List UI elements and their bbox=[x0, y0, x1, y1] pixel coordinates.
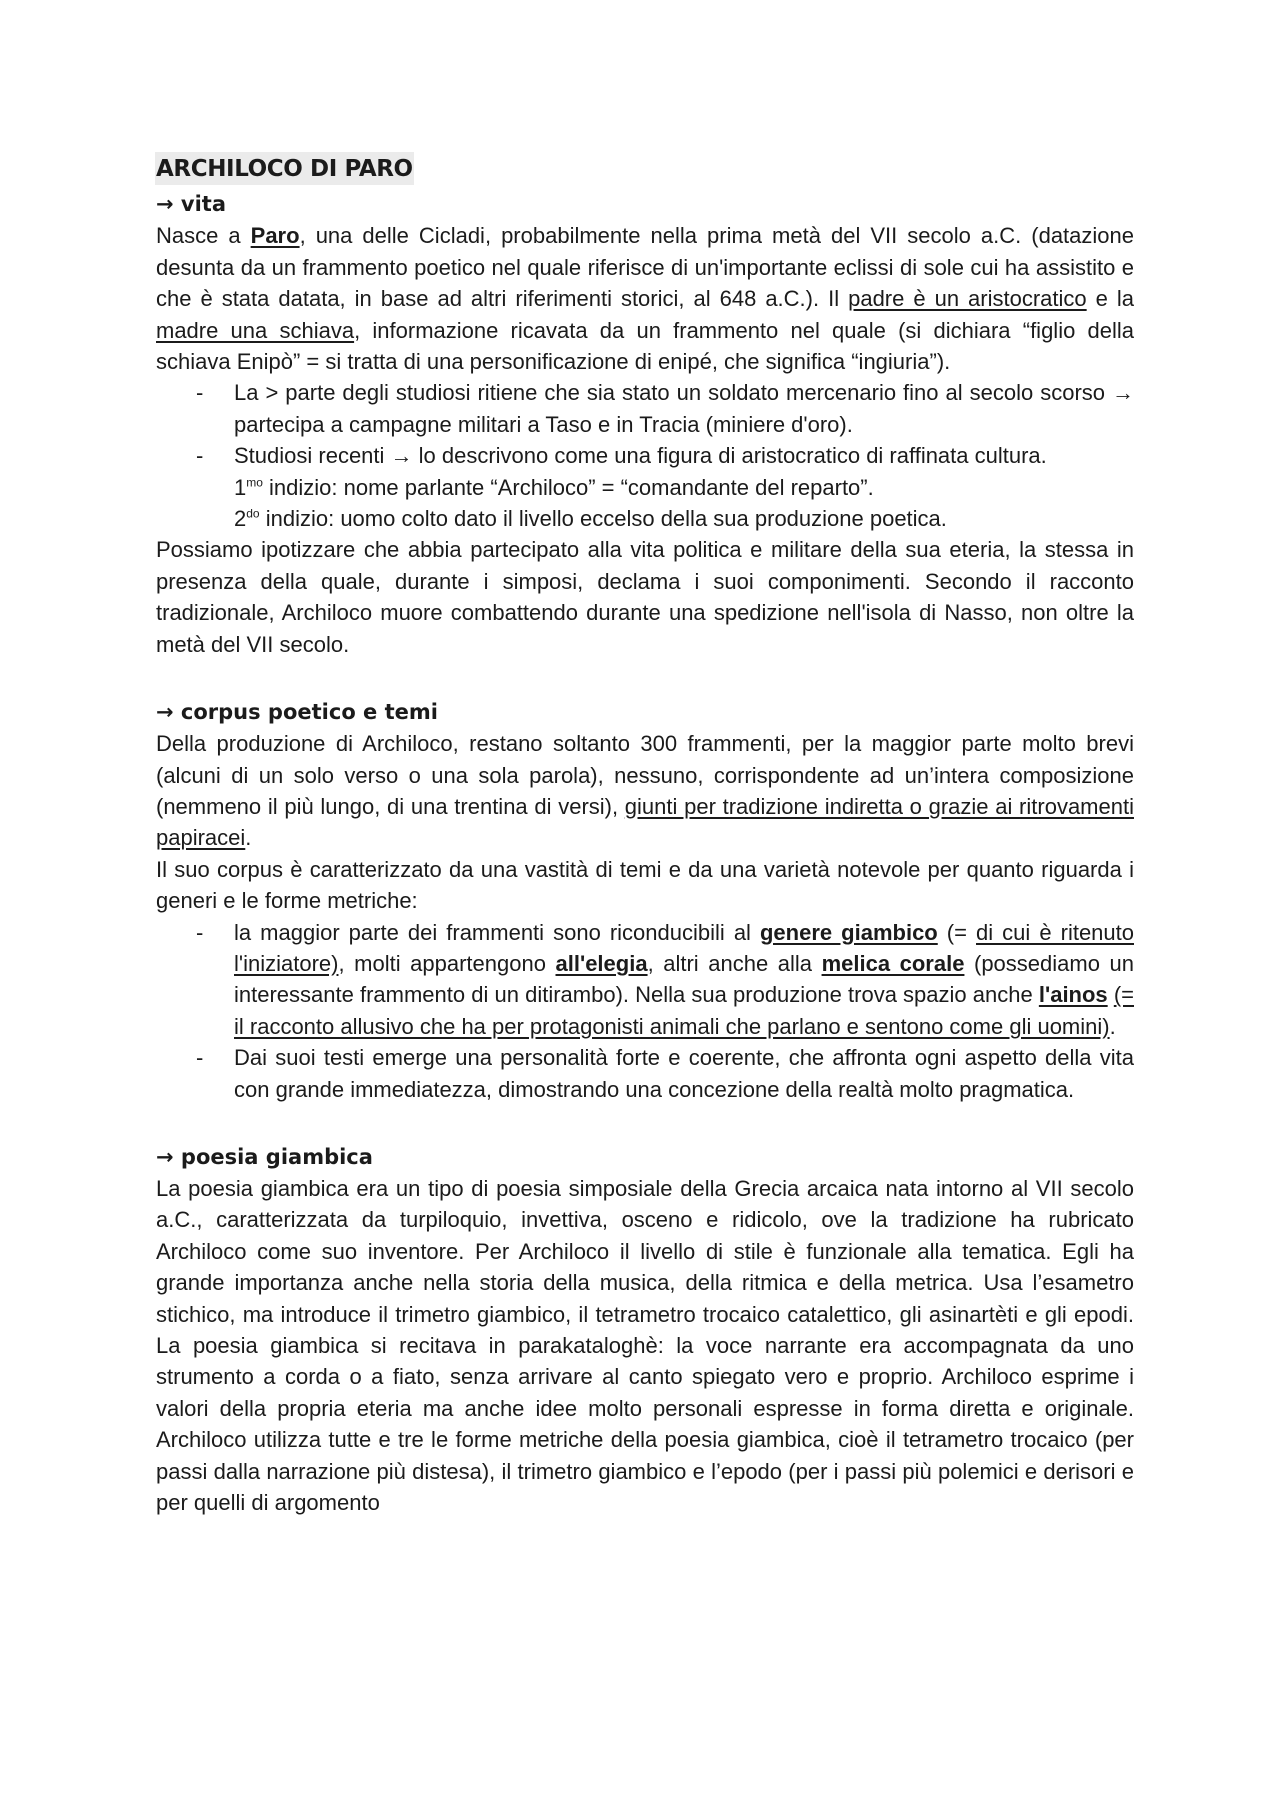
text-run: , una delle Cicladi, probabilmente nella prima metà del VII secolo a.C. (datazione desunta da un frammento poetico nel quale riferisce di un'importante eclissi di sole cui ha assistito e che è stata datata, in base ad altri riferimenti storici, al 648 a.C.). Il bbox=[156, 223, 1134, 312]
text-run: (possediamo un interessante frammento di un ditirambo). Nella sua produzione trova spazio anche bbox=[234, 950, 1134, 1008]
text-run: la maggior parte dei frammenti sono riconducibili al bbox=[234, 919, 760, 945]
section-heading-corpus: → corpus poetico e temi bbox=[156, 700, 438, 725]
clue-number: 2 bbox=[234, 506, 247, 532]
text-run: , altri anche alla bbox=[647, 950, 822, 976]
keyword-ainos: l'ainos bbox=[1038, 982, 1108, 1008]
section-heading-vita: → vita bbox=[156, 192, 227, 217]
text-run: , molti appartengono bbox=[338, 950, 556, 976]
list-item: - Dai suoi testi emerge una personalità forte e coerente, che affronta ogni aspetto della vita con grande immediatezza, dimostrando una concezione della realtà molto pragmatica. bbox=[156, 1042, 1134, 1105]
paragraph-vita-intro bbox=[156, 220, 1134, 377]
paragraph-giambica: La poesia giambica era un tipo di poesia simposiale della Grecia arcaica nata intorno al VII secolo a.C., caratterizzata da turpiloquio, invettiva, osceno e ridicolo, ove la tradizione ha rubricato Archiloco come suo inventore. Per Archiloco il livello di stile è funzionale alla tematica. Egli ha grande importanza anche nella storia della musica, della ritmica e della metrica. Usa l’esametro stichico, ma introduce il trimetro giambico, il tetrametro trocaico catalettico, gli asinartèti e gli epodi. La poesia giambica si recitava in parakataloghè: la voce narrante era accompagnata da uno strumento a corda o a fiato, senza arrivare al canto spiegato vero e proprio. Archiloco esprime i valori della propria eteria ma anche idee molto personali espresse in forma diretta e originale. Archiloco utilizza tutte e tre le forme metriche della poesia giambica, cioè il tetrametro trocaico (per passi dalla narrazione più distesa), il trimetro giambico e l’epodo (per i passi più polemici e derisori e per quelli di argomento bbox=[156, 1175, 1134, 1516]
paragraph-corpus-temi: Il suo corpus è caratterizzato da una vastità di temi e da una varietà notevole per quanto riguarda i generi e le forme metriche: bbox=[156, 856, 1134, 914]
keyword-elegia: all'elegia bbox=[555, 950, 648, 976]
clue-text: indizio: nome parlante “Archiloco” = “comandante del reparto”. bbox=[262, 474, 874, 500]
text-run: (= bbox=[937, 919, 977, 945]
list-item: - Studiosi recenti → lo descrivono come una figura di aristocratico di raffinata cultura. bbox=[156, 440, 1134, 471]
list-item: - La > parte degli studiosi ritiene che sia stato un soldato mercenario fino al secolo scorso → partecipa a campagne militari a Taso e in Tracia (miniere d'oro). bbox=[156, 377, 1134, 440]
keyword-melica-corale: melica corale bbox=[821, 950, 965, 976]
corpus-list bbox=[156, 917, 1134, 1105]
text-run: . bbox=[1109, 1013, 1116, 1039]
underlined-tradizione: giunti per tradizione indiretta o grazie ai ritrovamenti papiracei bbox=[156, 793, 1134, 851]
underlined-padre: padre è un aristocratico bbox=[848, 286, 1087, 312]
underlined-ainos-definition: (= il racconto allusivo che ha per protagonisti animali che parlano e sentono come gli uomini) bbox=[234, 982, 1134, 1039]
document-title: ARCHILOCO DI PARO bbox=[155, 152, 414, 185]
text-run: , informazione ricavata da un frammento nel quale (si dichiara “figlio della schiava Enipò” = si tratta di una personificazione di enipé, che significa “ingiuria”). bbox=[156, 317, 1134, 375]
clue-text: indizio: uomo colto dato il livello eccelso della sua produzione poetica. bbox=[259, 506, 947, 532]
text-run: Nasce a bbox=[156, 223, 251, 249]
list-item bbox=[156, 917, 1134, 1043]
document-body bbox=[156, 152, 1134, 1518]
clue-line-1 bbox=[156, 472, 1134, 503]
clue-ordinal: mo bbox=[246, 475, 263, 490]
keyword-genere-giambico: genere giambico bbox=[759, 919, 938, 945]
text-run: . bbox=[245, 825, 252, 851]
text-run: Della produzione di Archiloco, restano soltanto 300 frammenti, per la maggior parte molto brevi (alcuni di un solo verso o una sola parola), nessuno, corrispondente ad un’intera composizione (nemmeno il più lungo, di una trentina di versi), bbox=[156, 731, 1134, 819]
underlined-madre: madre una schiava bbox=[156, 317, 355, 343]
keyword-paro: Paro bbox=[250, 223, 300, 249]
clue-number: 1 bbox=[234, 474, 247, 500]
underlined-iniziatore: di cui è ritenuto l'iniziatore) bbox=[234, 919, 1134, 976]
paragraph-corpus-intro bbox=[156, 728, 1134, 854]
paragraph-vita-eteria: Possiamo ipotizzare che abbia partecipato alla vita politica e militare della sua eteria, la stessa in presenza della quale, durante i simposi, declama i suoi componimenti. Secondo il racconto tradizionale, Archiloco muore combattendo durante una spedizione nell'isola di Nasso, non oltre la metà del VII secolo. bbox=[156, 537, 1134, 657]
clue-line-2 bbox=[156, 503, 1134, 534]
section-heading-giambica: → poesia giambica bbox=[156, 1144, 373, 1169]
clue-ordinal: do bbox=[246, 506, 260, 521]
text-run: e la bbox=[1086, 286, 1135, 312]
vita-list bbox=[156, 377, 1134, 471]
